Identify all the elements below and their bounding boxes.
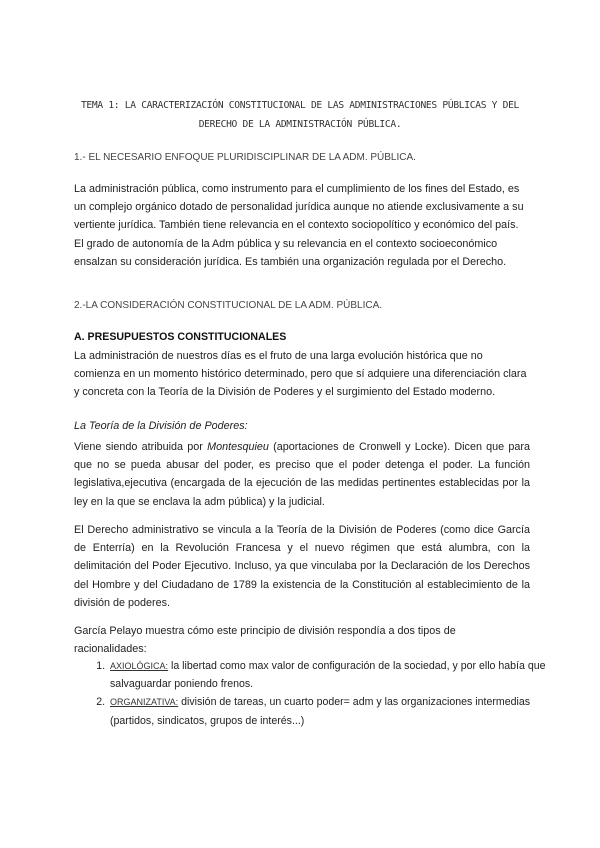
theory-paragraph (74, 438, 530, 511)
list-item-label: AXIOLÓGICA: (110, 661, 169, 671)
list-item-label: ORGANIZATIVA: (110, 697, 179, 708)
pelayo-intro-paragraph: García Pelayo muestra cómo este principio de división respondía a dos tipos de racionalidades: (74, 625, 456, 656)
section-2-intro-paragraph: La administración de nuestros días es el fruto de una larga evolución histórica que no comienza en un momento histórico determinado, pero que sí adquiere una diferenciación clara y concreta con la Teoría de la División de Poderes y el surgimiento del Estado moderno. (74, 350, 527, 399)
rationalities-list (74, 657, 548, 730)
theory-title: La Teoría de la División de Poderes: (74, 420, 248, 432)
section-1-paragraph: La administración pública, como instrumento para el cumplimiento de los fines del Estado, es un complejo orgánico dotado de personalidad jurídica aunque no atiende exclusivamente a su vertiente jurídica. También tiene relevancia en el contexto sociopolítico y económico del país. El grado de autonomía de la Adm pública y su relevancia en el contexto socioeconómico ensalzan su consideración jurídica. Es también una organización regulada por el Derecho. (74, 183, 524, 268)
theory-text-before: Viene siendo atribuida por (74, 441, 208, 453)
list-item (108, 693, 548, 729)
author-name: Montesquieu (207, 441, 269, 453)
list-item (108, 657, 548, 693)
theory-text-after: (aportaciones de Cronwell y Locke). Dicen que para que no se pueda abusar del poder, es preciso que el poder detenga el poder. La función legislativa,ejecutiva (encargada de la ejecución de las medidas pertinentes establecidas por la ley en la que se enclava la adm pública) y la judicial. (74, 441, 530, 508)
admin-law-paragraph: El Derecho administrativo se vincula a la Teoría de la División de Poderes (como dice García de Enterría) en la Revolución Francesa y el nuevo régimen que está alumbra, con la delimitación del Poder Ejecutivo. Incluso, ya que vinculaba por la Declaración de los Derechos del Hombre y del Ciudadano de 1789 la existencia de la Constitución al establecimiento de la división de poderes. (74, 524, 530, 609)
list-item-text: la libertad como max valor de configuración de la sociedad, y por ello había que salvaguardar poniendo frenos. (110, 660, 546, 691)
document-title: TEMA 1: LA CARACTERIZACIÓN CONSTITUCIONAL DE LAS ADMINISTRACIONES PÚBLICAS Y DEL DERECHO DE LA ADMINISTRACIÓN PÚBLICA. (80, 100, 520, 130)
section-1-heading: 1.- EL NECESARIO ENFOQUE PLURIDISCIPLINAR DE LA ADM. PÚBLICA. (74, 152, 416, 163)
subsection-a-heading: A. PRESUPUESTOS CONSTITUCIONALES (74, 331, 287, 343)
list-item-text: división de tareas, un cuarto poder= adm y las organizaciones intermedias (partidos, sindicatos, grupos de interés...) (110, 696, 531, 727)
section-2-heading: 2.-LA CONSIDERACIÓN CONSTITUCIONAL DE LA ADM. PÚBLICA. (74, 300, 383, 311)
